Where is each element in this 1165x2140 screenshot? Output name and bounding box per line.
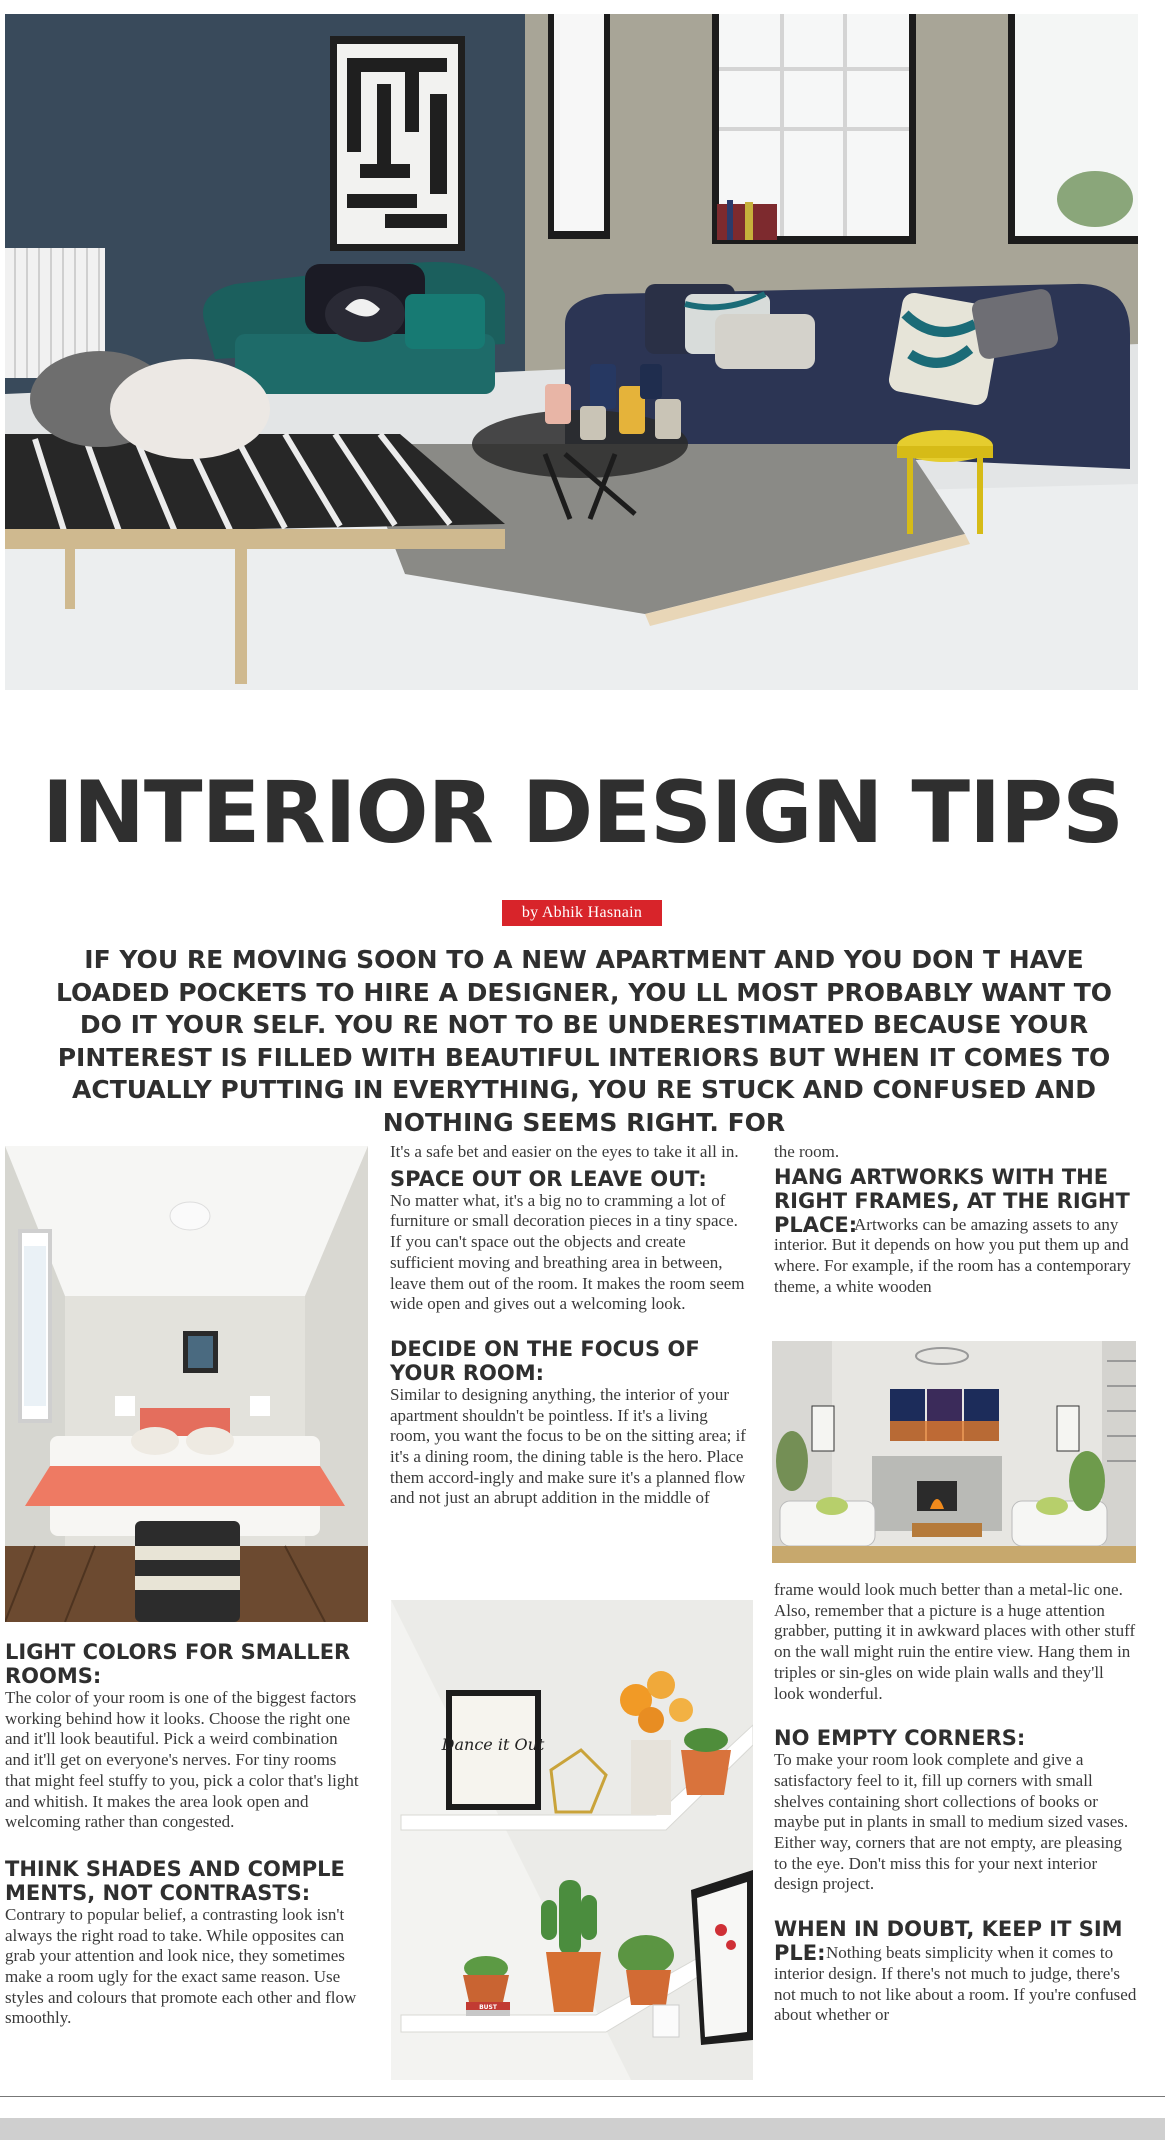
section-body: Contrary to popular belief, a contrasting look isn't always the right road to take. While opposites can grab your attention and look nice, they sometimes make a room ugly for the exact same reason. Use styles and colours that promote each other and flow smoothly.	[5, 1904, 357, 2028]
book-label: BUST	[479, 2004, 497, 2011]
column-three-text-top	[774, 1142, 1137, 1298]
living-room-fireplace-photo	[772, 1341, 1136, 1563]
footer-rule	[0, 2096, 1165, 2097]
section-light-colors	[5, 1640, 365, 2029]
section-heading: THINK SHADES AND COMPLE MENTS, NOT CONTRASTS:	[5, 1856, 345, 1905]
article-title: INTERIOR DESIGN TIPS	[41, 763, 1124, 863]
section-heading: HANG ARTWORKS WITH THE RIGHT FRAMES, AT THE RIGHT PLACE:	[774, 1164, 1130, 1237]
section-body: the room.	[774, 1142, 840, 1161]
hero-living-room-photo	[5, 14, 1138, 690]
section-body: No matter what, it's a big no to cramming a lot of furniture or small decoration pieces in a tiny space. If you can't space out the objects and create sufficient moving and breathing area in between, leave them out of the room. It makes the room seem wide open and gives out a welcoming look.	[390, 1190, 745, 1314]
section-body: Nothing beats simplicity when it comes to interior design. If there's not much to judge, there's not much to not like about a room. If you're confused about whether or	[774, 1943, 1137, 2025]
section-body: It's a safe bet and easier on the eyes to take it all in.	[390, 1142, 739, 1161]
footer-bar	[0, 2118, 1165, 2140]
section-heading: NO EMPTY CORNERS:	[774, 1726, 1026, 1751]
column-three-text-bottom	[774, 1580, 1137, 2026]
bedroom-photo	[5, 1146, 368, 1622]
shelf-art-text: Dance it Out	[441, 1735, 545, 1754]
section-heading: WHEN IN DOUBT, KEEP IT SIM PLE:	[774, 1917, 1123, 1966]
section-heading: SPACE OUT OR LEAVE OUT:	[390, 1166, 707, 1191]
column-two-text	[390, 1142, 750, 1509]
article-intro: IF YOU RE MOVING SOON TO A NEW APARTMENT AND YOU DON T HAVE LOADED POCKETS TO HIRE A DESIGNER, YOU LL MOST PROBABLY WANT TO DO IT YOUR SELF. YOU RE NOT TO BE UNDERESTIMATED BECAUSE YOUR PINTEREST IS FILLED WITH BEAUTIFUL INTERIORS BUT WHEN IT COMES TO ACTUALLY PUTTING IN EVERYTHING, YOU RE STUCK AND CONFUSED AND NOTHING SEEMS RIGHT. FOR	[55, 945, 1113, 1137]
section-body: frame would look much better than a metal-lic one. Also, remember that a picture is a huge attention grabber, putting it in awkward places with other stuff on the wall might ruin the entire view. Hang them in triples or sin-gles on wide plain walls and they'll look wonderful.	[774, 1580, 1136, 1703]
section-body: To make your room look complete and give a satisfactory feel to it, fill up corners with small shelves containing short collections of books or maybe put in plants in small to medium sized vases. Either way, corners that are not empty, are pleasing to the eye. Don't miss this for your next interior design project.	[774, 1750, 1129, 1894]
shelves-photo	[391, 1600, 753, 2080]
section-heading: LIGHT COLORS FOR SMALLER ROOMS:	[5, 1640, 351, 1688]
section-body: Similar to designing anything, the interior of your apartment shouldn't be pointless. If it's a living room, you want the focus to be on the sitting area; if it's a dining room, the dining table is the hero. Place them accord-ingly and make sure it's a planned flow and not just an abrupt addition in the middle of	[390, 1384, 746, 1508]
author-byline: by Abhik Hasnain	[502, 900, 662, 926]
section-body: Artworks can be amazing assets to any interior. But it depends on how you put them up and where. For example, if the room has a contemporary theme, a white wooden	[774, 1214, 1131, 1296]
section-heading: DECIDE ON THE FOCUS OF YOUR ROOM:	[390, 1336, 700, 1385]
section-body: The color of your room is one of the biggest factors working behind how it looks. Choose the right one and it'll look beautiful. Pick a weird combination and it'll get on everyone's nerves. For tiny rooms that might feel stuffy to you, pick a color that's light and whitish. It makes the area look open and welcoming rather than congested.	[5, 1688, 359, 1832]
